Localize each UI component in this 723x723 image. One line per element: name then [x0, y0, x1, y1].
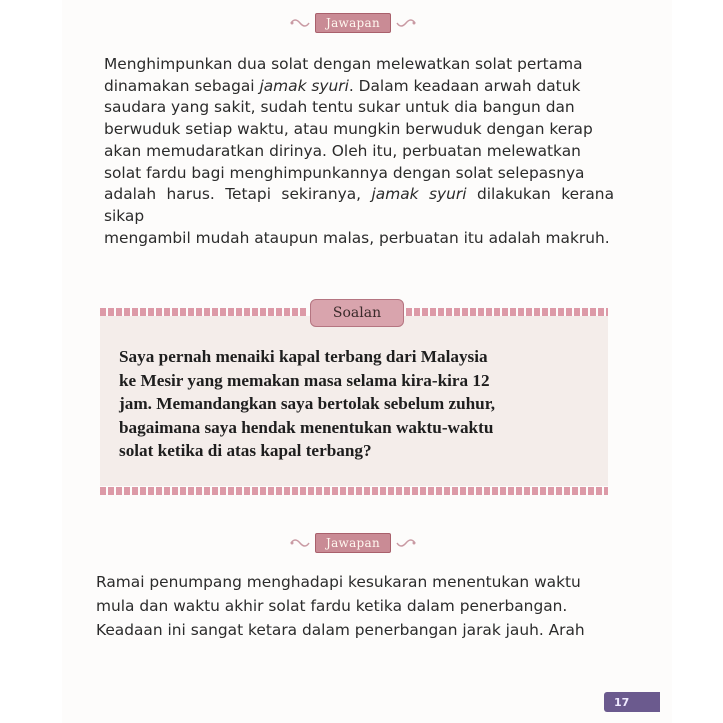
ornament-left-icon — [289, 536, 311, 550]
question-heading — [310, 299, 404, 327]
answer-1-line: akan memudaratkan dirinya. Oleh itu, perbuatan melewatkan — [104, 141, 581, 160]
answer-1-line: mengambil mudah ataupun malas, perbuatan itu adalah makruh. — [104, 228, 610, 247]
answer-2-line: Keadaan ini sangat ketara dalam penerbangan jarak jauh. Arah — [96, 621, 585, 639]
question-heading-label: Soalan — [332, 305, 382, 321]
answer-paragraph-2 — [96, 570, 613, 642]
question-line: bagaimana saya hendak menentukan waktu-waktu — [119, 417, 494, 437]
answer-1-line: solat fardu bagi menghimpunkannya dengan solat selepasnya — [104, 163, 585, 182]
answer-2-line: Ramai penumpang menghadapi kesukaran menentukan waktu — [96, 573, 581, 591]
page-number-label: 17 — [614, 695, 630, 709]
question-text — [119, 345, 589, 463]
answer-1-line: dinamakan sebagai jamak syuri. Dalam keadaan arwah datuk — [104, 76, 581, 95]
answer-2-line: mula dan waktu akhir solat fardu ketika dalam penerbangan. — [96, 597, 568, 615]
divider-top-left — [100, 308, 306, 316]
question-line: jam. Memandangkan saya bertolak sebelum zuhur, — [119, 394, 496, 413]
answer-heading-bottom — [278, 531, 428, 555]
divider-top-right — [406, 308, 608, 316]
ornament-left-icon — [289, 16, 311, 30]
answer-1-line: Menghimpunkan dua solat dengan melewatkan solat pertama — [104, 55, 583, 73]
question-line: ke Mesir yang memakan masa selama kira-kira 12 — [119, 370, 490, 390]
answer-heading-label: Jawapan — [315, 533, 391, 553]
question-line: Saya pernah menaiki kapal terbang dari Malaysia — [119, 347, 488, 366]
page-number — [604, 692, 660, 712]
answer-1-line: adalah harus. Tetapi sekiranya, jamak syuri dilakukan kerana sikap — [104, 185, 614, 225]
answer-1-line: saudara yang sakit, sudah tentu sukar untuk dia bangun dan — [104, 98, 575, 117]
answer-heading-label: Jawapan — [315, 13, 391, 33]
answer-1-line: berwuduk setiap waktu, atau mungkin berwuduk dengan kerap — [104, 120, 593, 139]
ornament-right-icon — [395, 16, 417, 30]
ornament-right-icon — [395, 536, 417, 550]
answer-paragraph-1 — [104, 54, 614, 249]
answer-heading-top — [278, 11, 428, 35]
question-line: solat ketika di atas kapal terbang? — [119, 441, 372, 460]
divider-bottom — [100, 487, 608, 495]
